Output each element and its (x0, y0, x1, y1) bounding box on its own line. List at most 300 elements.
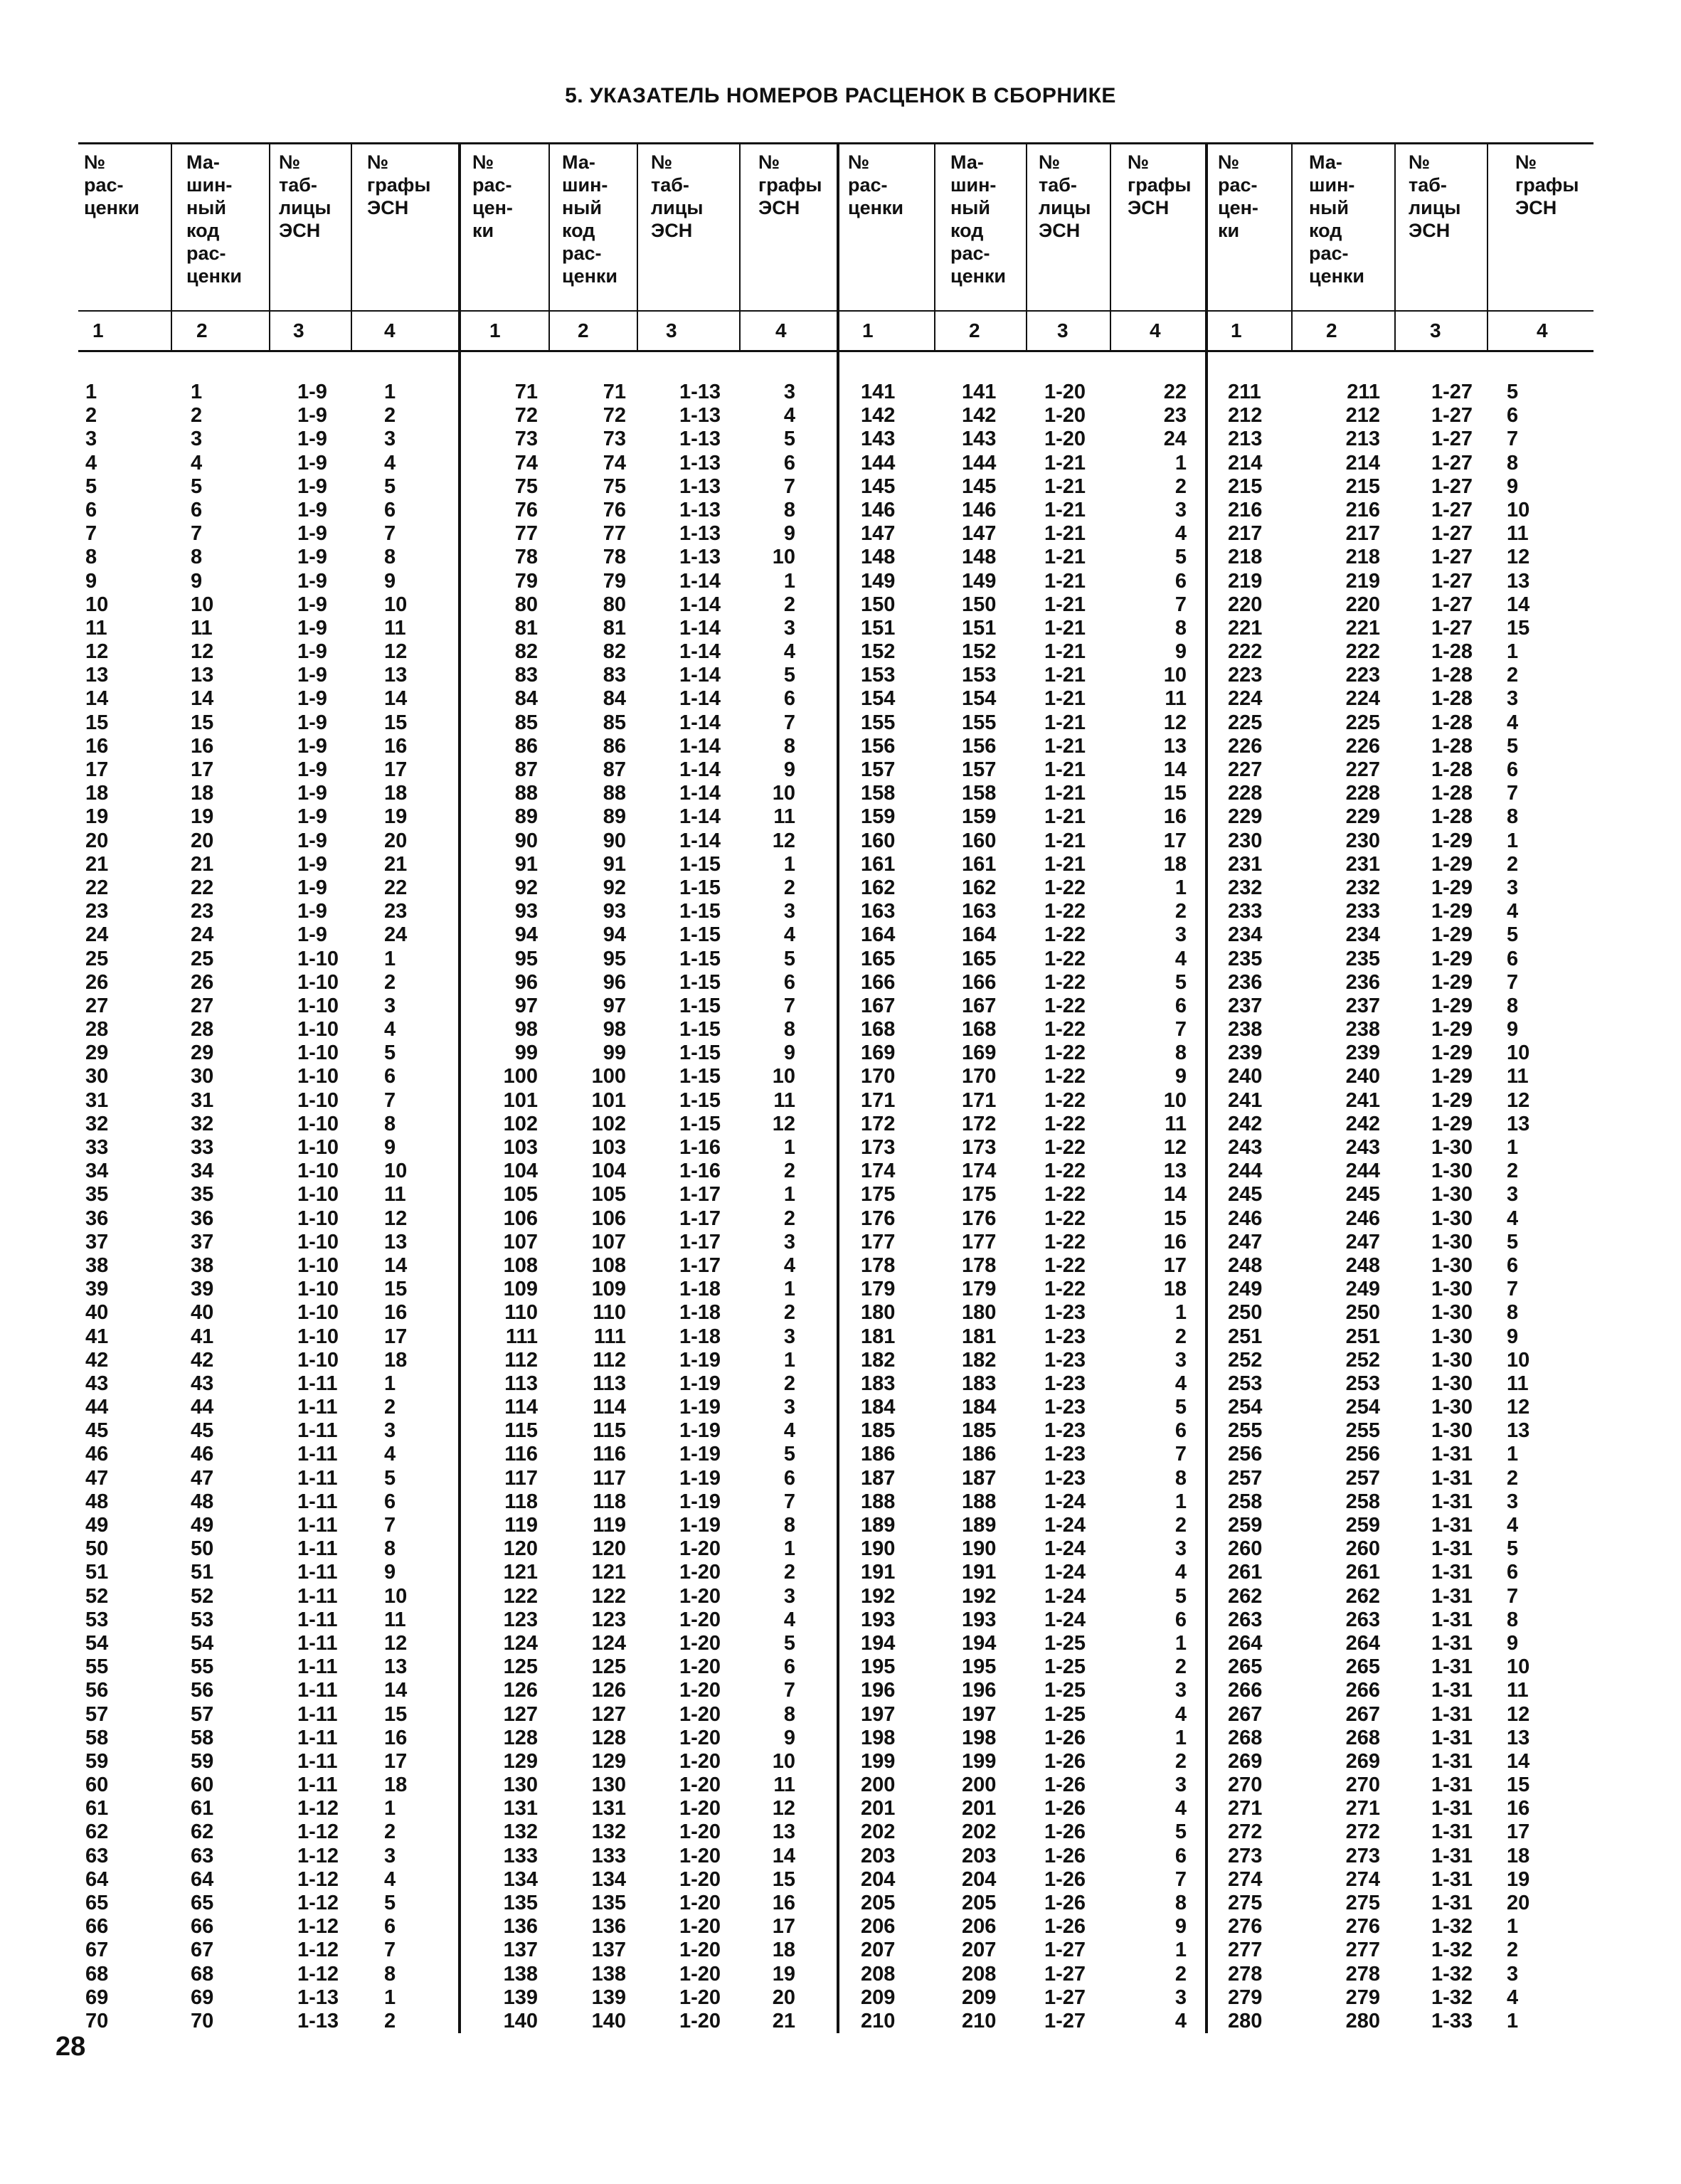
table-cell: 20 (191, 829, 214, 852)
table-cell: 53 (85, 1608, 109, 1631)
header-separator (1394, 142, 1396, 350)
table-cell: 1-30 (1431, 1253, 1473, 1277)
table-cell: 1-24 (1044, 1490, 1086, 1513)
table-cell: 232 (1228, 876, 1263, 899)
table-cell: 1-25 (1044, 1655, 1086, 1679)
table-cell: 1-27 (1431, 522, 1473, 546)
table-cell: 13 (1163, 1160, 1187, 1183)
table-number-column (297, 381, 361, 2033)
table-cell: 4 (1174, 2009, 1187, 2032)
column-number: 2 (969, 319, 980, 341)
table-cell: 6 (783, 687, 795, 711)
table-cell: 224 (1345, 687, 1380, 711)
table-cell: 115 (504, 1419, 538, 1443)
table-cell: 192 (861, 1584, 896, 1608)
table-cell: 1-21 (1044, 522, 1086, 546)
table-cell: 27 (85, 994, 109, 1017)
table-cell: 1-29 (1431, 1018, 1473, 1041)
table-cell: 3 (783, 1584, 795, 1608)
table-cell: 1-29 (1431, 1088, 1473, 1112)
table-cell: 1-10 (297, 1207, 339, 1230)
table-cell: 1-22 (1044, 900, 1086, 923)
table-cell: 61 (191, 1797, 214, 1820)
table-cell: 41 (191, 1325, 214, 1348)
table-cell: 1-11 (297, 1608, 338, 1631)
table-cell: 20 (85, 829, 109, 852)
table-cell: 11 (1507, 522, 1529, 546)
header-graph-number: № графы ЭСН (1128, 152, 1192, 218)
table-cell: 147 (861, 522, 896, 546)
table-cell: 4 (783, 923, 795, 947)
table-cell: 227 (1228, 758, 1263, 781)
table-cell: 1-10 (297, 1018, 339, 1041)
table-cell: 1-20 (1044, 381, 1086, 403)
table-cell: 3 (85, 428, 97, 451)
column-number: 3 (666, 319, 677, 341)
table-cell: 8 (783, 1702, 795, 1726)
table-cell: 1-15 (679, 1018, 721, 1041)
table-cell: 247 (1345, 1230, 1380, 1253)
table-cell: 12 (772, 1797, 795, 1820)
table-cell: 240 (1345, 1065, 1380, 1088)
table-cell: 1-21 (1044, 852, 1086, 876)
table-cell: 192 (962, 1584, 997, 1608)
table-cell: 5 (1507, 734, 1519, 758)
table-cell: 129 (503, 1749, 538, 1773)
table-cell: 164 (861, 923, 896, 947)
table-cell: 43 (191, 1372, 214, 1395)
table-cell: 7 (384, 1088, 396, 1112)
table-cell: 203 (861, 1844, 896, 1867)
table-cell: 9 (191, 569, 203, 593)
table-cell: 11 (1507, 1372, 1529, 1395)
table-cell: 73 (603, 428, 626, 451)
table-cell: 208 (962, 1962, 997, 1986)
column-number: 3 (1430, 319, 1441, 341)
table-cell: 1-20 (1044, 428, 1086, 451)
table-cell: 48 (85, 1490, 109, 1513)
table-cell: 160 (962, 829, 997, 852)
table-cell: 4 (85, 451, 97, 475)
table-cell: 15 (191, 711, 214, 734)
table-cell: 83 (514, 664, 538, 687)
table-cell: 1-26 (1044, 1892, 1086, 1914)
header-separator (1110, 142, 1111, 350)
table-cell: 262 (1228, 1584, 1263, 1608)
table-cell: 246 (1228, 1207, 1263, 1230)
table-cell: 10 (772, 1065, 795, 1088)
table-cell: 9 (85, 569, 97, 593)
table-cell: 6 (783, 970, 795, 994)
table-cell: 14 (85, 687, 109, 711)
table-cell: 1-30 (1431, 1160, 1473, 1183)
table-cell: 201 (962, 1797, 997, 1820)
table-cell: 227 (1345, 758, 1380, 781)
table-cell: 1-26 (1044, 1820, 1086, 1844)
table-cell: 117 (504, 1466, 538, 1490)
header-graph-number: № графы ЭСН (1515, 152, 1579, 218)
table-cell: 99 (603, 1041, 626, 1065)
table-cell: 151 (861, 616, 896, 640)
table-cell: 212 (1228, 404, 1263, 428)
table-cell: 1-22 (1044, 994, 1086, 1017)
table-cell: 1 (384, 381, 396, 403)
table-cell: 124 (591, 1631, 626, 1655)
table-cell: 146 (962, 498, 997, 521)
table-cell: 8 (384, 1962, 396, 1986)
table-cell: 1-24 (1044, 1584, 1086, 1608)
table-cell: 54 (85, 1631, 109, 1655)
table-cell: 202 (962, 1820, 997, 1844)
table-cell: 231 (1345, 852, 1380, 876)
table-cell: 257 (1345, 1466, 1380, 1490)
table-cell: 38 (85, 1253, 109, 1277)
column-number: 4 (384, 319, 396, 341)
table-cell: 1-21 (1044, 616, 1086, 640)
table-cell: 186 (962, 1443, 997, 1466)
table-cell: 257 (1228, 1466, 1263, 1490)
table-cell: 2 (1507, 1939, 1519, 1962)
table-cell: 3 (1507, 1490, 1519, 1513)
table-cell: 125 (591, 1655, 626, 1679)
header-table-number: № таб- лицы ЭСН (279, 152, 332, 241)
table-cell: 1-21 (1044, 782, 1086, 805)
table-cell: 1-14 (679, 569, 721, 593)
table-cell: 8 (783, 734, 795, 758)
table-cell: 1-9 (297, 546, 327, 569)
table-cell: 67 (191, 1939, 214, 1962)
table-cell: 1-15 (679, 1112, 721, 1135)
table-cell: 164 (962, 923, 997, 947)
table-cell: 1-20 (679, 1939, 721, 1962)
table-cell: 175 (861, 1183, 896, 1207)
table-cell: 22 (384, 876, 408, 899)
table-cell: 85 (603, 711, 626, 734)
table-cell: 168 (962, 1018, 997, 1041)
table-cell: 1-22 (1044, 1018, 1086, 1041)
table-cell: 207 (861, 1939, 896, 1962)
table-cell: 1-9 (297, 404, 327, 428)
table-cell: 1-28 (1431, 711, 1473, 734)
table-cell: 60 (85, 1774, 109, 1797)
table-cell: 144 (861, 451, 896, 475)
rate-number-column (481, 381, 538, 2033)
table-cell: 68 (191, 1962, 214, 1986)
table-cell: 13 (384, 1655, 408, 1679)
table-cell: 8 (384, 1112, 396, 1135)
table-cell: 20 (384, 829, 408, 852)
table-cell: 2 (1507, 852, 1519, 876)
table-cell: 1 (1174, 1490, 1187, 1513)
table-cell: 238 (1228, 1018, 1263, 1041)
table-cell: 15 (384, 1278, 408, 1301)
table-cell: 12 (1507, 1396, 1530, 1419)
table-cell: 196 (861, 1679, 896, 1702)
table-cell: 1-9 (297, 734, 327, 758)
table-cell: 193 (962, 1608, 997, 1631)
table-cell: 166 (962, 970, 997, 994)
table-cell: 1-11 (297, 1631, 338, 1655)
table-cell: 5 (1507, 923, 1519, 947)
table-cell: 166 (861, 970, 896, 994)
table-cell: 234 (1345, 923, 1380, 947)
table-cell: 13 (1163, 734, 1187, 758)
table-cell: 1-31 (1431, 1749, 1473, 1773)
table-cell: 1 (384, 947, 396, 970)
table-cell: 179 (861, 1278, 896, 1301)
table-cell: 217 (1228, 522, 1263, 546)
table-cell: 1-22 (1044, 1136, 1086, 1159)
table-cell: 181 (962, 1325, 997, 1348)
table-cell: 1-26 (1044, 1915, 1086, 1939)
table-cell: 2 (1507, 664, 1519, 687)
table-cell: 198 (861, 1726, 896, 1749)
table-cell: 1-30 (1431, 1325, 1473, 1348)
table-cell: 234 (1228, 923, 1263, 947)
table-cell: 1-16 (679, 1136, 721, 1159)
table-cell: 242 (1345, 1112, 1380, 1135)
table-cell: 19 (85, 805, 109, 829)
table-cell: 266 (1345, 1679, 1380, 1702)
table-cell: 1-11 (297, 1726, 338, 1749)
table-cell: 23 (1163, 404, 1187, 428)
table-cell: 95 (603, 947, 626, 970)
table-cell: 112 (504, 1348, 538, 1372)
table-cell: 171 (962, 1088, 997, 1112)
table-cell: 183 (962, 1372, 997, 1395)
table-cell: 129 (591, 1749, 626, 1773)
table-cell: 40 (85, 1301, 109, 1325)
table-cell: 1-25 (1044, 1631, 1086, 1655)
table-cell: 1-29 (1431, 1065, 1473, 1088)
table-cell: 1-31 (1431, 1537, 1473, 1561)
table-cell: 225 (1345, 711, 1380, 734)
table-cell: 17 (1163, 829, 1187, 852)
table-cell: 1-15 (679, 994, 721, 1017)
table-cell: 95 (514, 947, 538, 970)
table-cell: 1-27 (1431, 451, 1473, 475)
table-cell: 237 (1228, 994, 1263, 1017)
table-cell: 1-22 (1044, 1230, 1086, 1253)
table-cell: 1-20 (679, 1774, 721, 1797)
table-cell: 24 (85, 923, 109, 947)
table-cell: 1-20 (679, 1915, 721, 1939)
table-cell: 33 (85, 1136, 109, 1159)
table-cell: 1-27 (1044, 1986, 1086, 2009)
rate-number-column (1228, 381, 1292, 2033)
table-cell: 1-10 (297, 1065, 339, 1088)
table-cell: 2 (85, 404, 97, 428)
table-cell: 57 (85, 1702, 109, 1726)
table-cell: 249 (1228, 1278, 1263, 1301)
table-cell: 2 (783, 1207, 795, 1230)
table-cell: 1-23 (1044, 1419, 1086, 1443)
table-cell: 12 (191, 640, 214, 664)
table-cell: 225 (1228, 711, 1263, 734)
table-cell: 13 (772, 1820, 795, 1844)
table-cell: 1-9 (297, 451, 327, 475)
header-table-number: № таб- лицы ЭСН (651, 152, 704, 241)
table-cell: 141 (962, 381, 997, 403)
table-cell: 62 (85, 1820, 109, 1844)
table-cell: 49 (191, 1514, 214, 1537)
table-cell: 2 (783, 1301, 795, 1325)
table-cell: 204 (962, 1867, 997, 1891)
table-cell: 2 (1174, 1655, 1187, 1679)
table-cell: 4 (1174, 1797, 1187, 1820)
table-cell: 3 (783, 1325, 795, 1348)
table-cell: 1-32 (1431, 1962, 1473, 1986)
table-cell: 1-31 (1431, 1490, 1473, 1513)
table-cell: 1-14 (679, 829, 721, 852)
table-cell: 155 (962, 711, 997, 734)
table-cell: 1-14 (679, 734, 721, 758)
table-cell: 230 (1228, 829, 1263, 852)
header-graph-number: № графы ЭСН (367, 152, 431, 218)
header-bottom-rule (78, 310, 1593, 312)
header-separator (1026, 142, 1027, 350)
table-cell: 1-20 (679, 1655, 721, 1679)
table-cell: 136 (591, 1915, 626, 1939)
table-cell: 134 (591, 1867, 626, 1891)
table-cell: 1-10 (297, 1183, 339, 1207)
table-cell: 252 (1345, 1348, 1380, 1372)
table-cell: 1-20 (679, 1608, 721, 1631)
table-cell: 48 (191, 1490, 214, 1513)
table-cell: 2 (1174, 475, 1187, 498)
table-cell: 111 (593, 1325, 626, 1348)
table-cell: 24 (1163, 428, 1187, 451)
table-cell: 1-20 (679, 1584, 721, 1608)
table-cell: 36 (191, 1207, 214, 1230)
table-cell: 4 (1174, 1372, 1187, 1395)
table-cell: 6 (783, 1655, 795, 1679)
table-cell: 6 (85, 498, 97, 521)
table-cell: 1-13 (679, 428, 721, 451)
table-cell: 160 (861, 829, 896, 852)
table-cell: 5 (191, 475, 203, 498)
table-cell: 7 (1507, 782, 1519, 805)
table-cell: 134 (503, 1867, 538, 1891)
table-cell: 4 (783, 1608, 795, 1631)
table-cell: 141 (861, 381, 896, 403)
header-machine-code: Ма- шин- ный код рас- ценки (562, 152, 618, 287)
table-cell: 9 (384, 1561, 396, 1584)
table-cell: 4 (1507, 1986, 1519, 2009)
table-cell: 8 (1507, 994, 1519, 1017)
table-cell: 118 (593, 1490, 626, 1513)
table-cell: 59 (191, 1749, 214, 1773)
table-cell: 1-19 (679, 1348, 721, 1372)
table-cell: 15 (1163, 1207, 1187, 1230)
table-cell: 13 (191, 664, 214, 687)
table-cell: 161 (962, 852, 997, 876)
table-cell: 277 (1345, 1939, 1380, 1962)
table-cell: 258 (1228, 1490, 1263, 1513)
table-cell: 1-30 (1431, 1372, 1473, 1395)
table-cell: 215 (1228, 475, 1263, 498)
table-cell: 122 (503, 1584, 538, 1608)
table-cell: 2 (783, 1372, 795, 1395)
table-cell: 1-20 (679, 2009, 721, 2032)
table-cell: 69 (191, 1986, 214, 2009)
header-table-number: № таб- лицы ЭСН (1039, 152, 1091, 241)
table-cell: 6 (1174, 1419, 1187, 1443)
table-cell: 274 (1228, 1867, 1263, 1891)
table-cell: 51 (85, 1561, 109, 1584)
table-cell: 271 (1228, 1797, 1263, 1820)
table-cell: 137 (591, 1939, 626, 1962)
table-cell: 1-27 (1431, 428, 1473, 451)
table-cell: 15 (1507, 616, 1530, 640)
table-cell: 60 (191, 1774, 214, 1797)
table-cell: 39 (191, 1278, 214, 1301)
table-cell: 264 (1228, 1631, 1263, 1655)
table-cell: 271 (1345, 1797, 1380, 1820)
table-cell: 24 (384, 923, 408, 947)
table-cell: 37 (85, 1230, 109, 1253)
table-cell: 5 (384, 1041, 396, 1065)
table-cell: 15 (384, 1702, 408, 1726)
table-cell: 110 (593, 1301, 626, 1325)
table-cell: 76 (514, 498, 538, 521)
table-cell: 254 (1345, 1396, 1380, 1419)
table-cell: 7 (1174, 1867, 1187, 1891)
table-cell: 1-28 (1431, 734, 1473, 758)
table-cell: 16 (1163, 805, 1187, 829)
table-cell: 138 (503, 1962, 538, 1986)
table-cell: 213 (1345, 428, 1380, 451)
table-cell: 139 (591, 1986, 626, 2009)
table-cell: 1-19 (679, 1466, 721, 1490)
table-cell: 1-29 (1431, 994, 1473, 1017)
table-cell: 1-23 (1044, 1396, 1086, 1419)
table-cell: 35 (85, 1183, 109, 1207)
table-cell: 2 (783, 1561, 795, 1584)
table-cell: 9 (1174, 1065, 1187, 1088)
table-cell: 163 (962, 900, 997, 923)
table-cell: 2 (1174, 1962, 1187, 1986)
table-cell: 18 (772, 1939, 795, 1962)
table-cell: 245 (1228, 1183, 1263, 1207)
table-cell: 256 (1345, 1443, 1380, 1466)
table-cell: 279 (1345, 1986, 1380, 2009)
table-cell: 96 (514, 970, 538, 994)
table-cell: 1-20 (679, 1726, 721, 1749)
table-cell: 16 (191, 734, 214, 758)
table-cell: 10 (1507, 1348, 1530, 1372)
table-cell: 1-29 (1431, 970, 1473, 994)
table-cell: 3 (1507, 687, 1519, 711)
table-cell: 116 (504, 1443, 538, 1466)
table-cell: 1-18 (679, 1278, 721, 1301)
table-cell: 159 (962, 805, 997, 829)
table-cell: 137 (503, 1939, 538, 1962)
table-cell: 204 (861, 1867, 896, 1891)
table-cell: 143 (962, 428, 997, 451)
table-cell: 1-13 (679, 522, 721, 546)
machine-code-column (191, 381, 255, 2033)
table-cell: 1-23 (1044, 1348, 1086, 1372)
table-cell: 1-23 (1044, 1466, 1086, 1490)
table-cell: 61 (85, 1797, 109, 1820)
table-cell: 162 (962, 876, 997, 899)
table-cell: 1-21 (1044, 805, 1086, 829)
table-cell: 264 (1345, 1631, 1380, 1655)
table-cell: 6 (191, 498, 203, 521)
table-cell: 41 (85, 1325, 109, 1348)
table-cell: 1-14 (679, 782, 721, 805)
